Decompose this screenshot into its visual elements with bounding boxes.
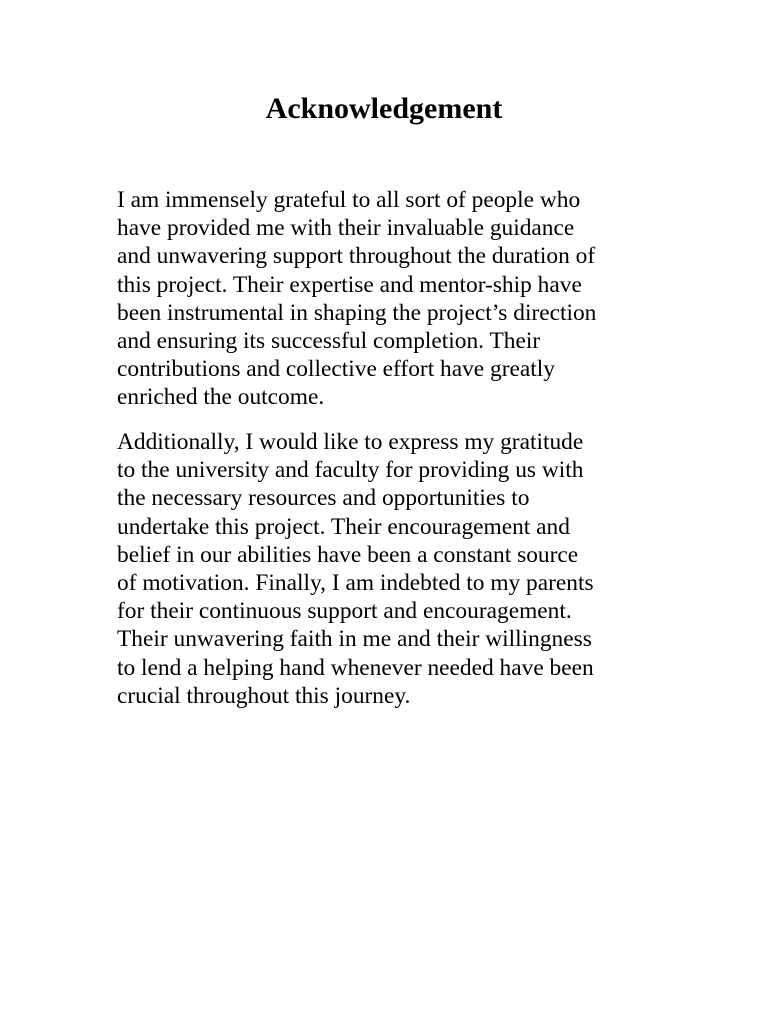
paragraph-line: contributions and collective effort have greatly <box>117 356 555 383</box>
paragraph-line: have provided me with their invaluable guidance <box>117 215 575 242</box>
paragraph-line: to lend a helping hand whenever needed have been <box>117 654 594 681</box>
paragraph-line: been instrumental in shaping the project’s direction <box>117 299 597 326</box>
paragraph-line: Additionally, I would like to express my gratitude <box>117 429 584 455</box>
paragraph-line: for their continuous support and encouragement. <box>117 598 572 625</box>
paragraph-line: the necessary resources and opportunities to <box>117 485 530 512</box>
paragraph-line: undertake this project. Their encouragement and <box>117 513 570 540</box>
paragraph-line: of motivation. Finally, I am indebted to my parents <box>117 570 594 597</box>
paragraph-line: I am immensely grateful to all sort of people who <box>117 187 581 213</box>
paragraph-line: Their unwavering faith in me and their willingness <box>117 626 592 653</box>
paragraph-line: belief in our abilities have been a constant source <box>117 541 579 568</box>
paragraph-line: and unwavering support throughout the duration of <box>117 243 596 270</box>
paragraph-line: enriched the outcome. <box>117 384 325 411</box>
paragraph-2 <box>117 428 667 710</box>
paragraph-1 <box>117 186 667 412</box>
paragraph-line: and ensuring its successful completion. Their <box>117 328 541 355</box>
page-title: Acknowledgement <box>265 92 503 125</box>
paragraph-line: to the university and faculty for providing us with <box>117 457 584 484</box>
paragraph-line: this project. Their expertise and mentor-ship have <box>117 271 582 298</box>
paragraph-line: crucial throughout this journey. <box>117 682 411 709</box>
